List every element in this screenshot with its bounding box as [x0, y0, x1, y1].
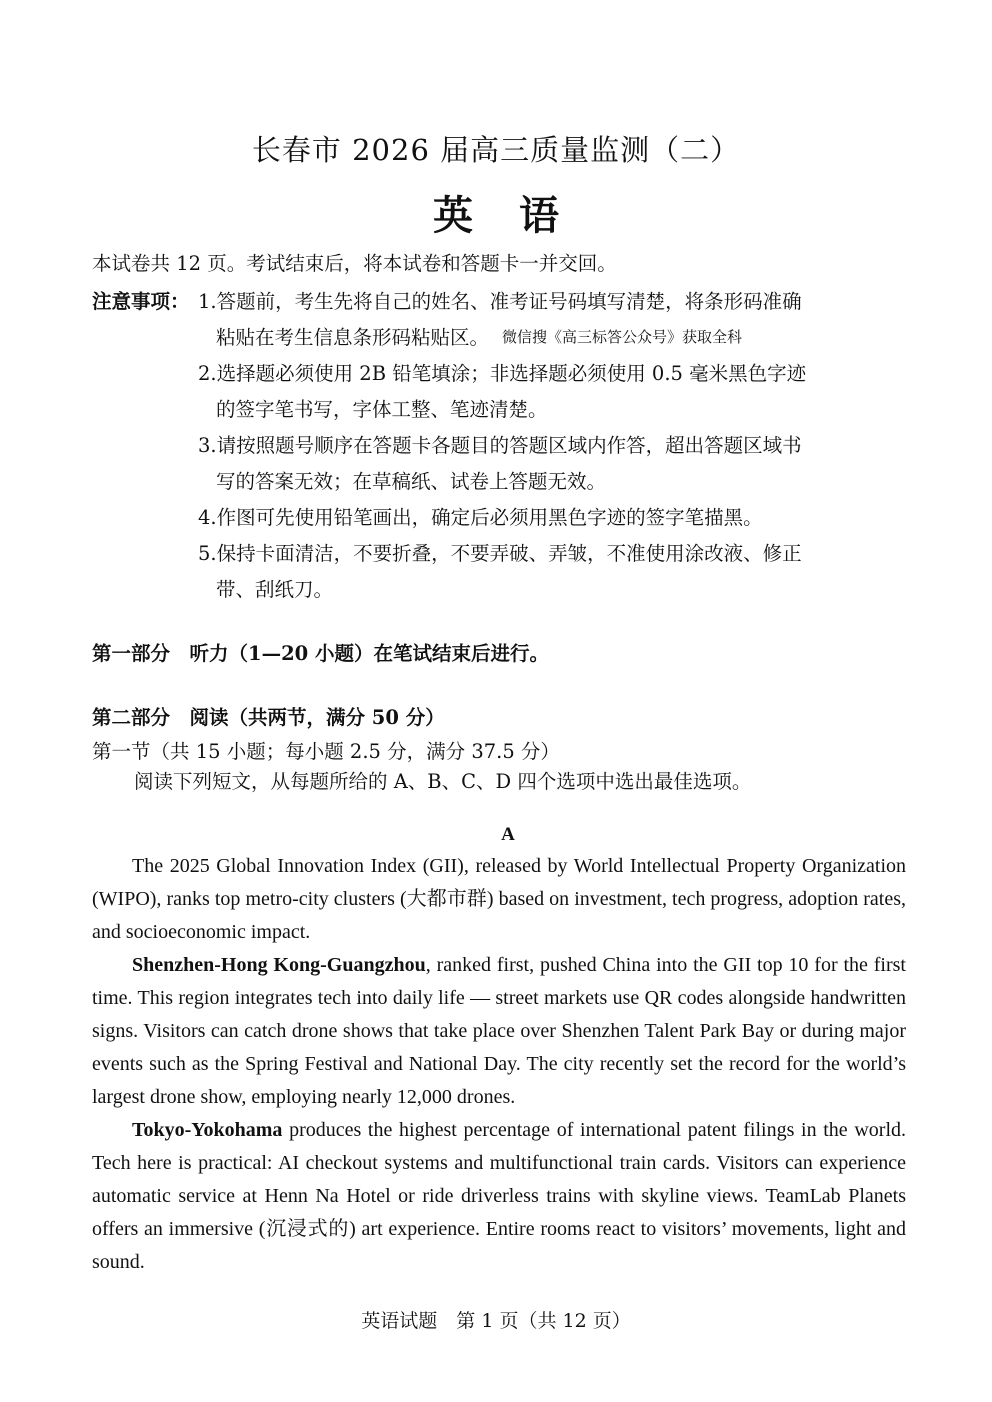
part-one-heading: 第一部分 听力（1—20 小题）在笔试结束后进行。 [92, 642, 549, 665]
reading-instruction: 阅读下列短文，从每题所给的 A、B、C、D 四个选项中选出最佳选项。 [134, 770, 752, 793]
exam-intro: 本试卷共 12 页。考试结束后，将本试卷和答题卡一并交回。 [92, 252, 617, 275]
passage-paragraph-2 [92, 949, 906, 1114]
watermark-note: 微信搜《高三标答公众号》获取全科 [502, 328, 743, 346]
page-footer: 英语试题 第 1 页（共 12 页） [361, 1310, 631, 1332]
paragraph-1-text: The 2025 Global Innovation Index (GII), released by World Intellectual Property Organization (WIPO), ranks top metro-city clusters (大都市群) based on investment, tech progress, adoption rates, and socioeconomic impact. [92, 855, 906, 943]
notes-label: 注意事项： [92, 290, 190, 313]
paragraph-2-lead: Shenzhen-Hong Kong-Guangzhou [132, 954, 426, 976]
part-two-heading: 第二部分 阅读（共两节，满分 50 分） [92, 706, 445, 729]
note-item-2-line-1: 2.选择题必须使用 2B 铅笔填涂；非选择题必须使用 0.5 毫米黑色字迹 [198, 362, 807, 385]
section-one-heading: 第一节（共 15 小题；每小题 2.5 分，满分 37.5 分） [92, 740, 560, 763]
note-item-3-line-2: 写的答案无效；在草稿纸、试卷上答题无效。 [216, 470, 607, 493]
passage-paragraph-1 [92, 850, 906, 949]
note-item-2-line-2: 的签字笔书写，字体工整、笔迹清楚。 [216, 398, 548, 421]
exam-subject: 英语 [433, 192, 605, 239]
paragraph-2-text: , ranked first, pushed China into the GII top 10 for the first time. This region integrates tech into daily life — street markets use QR codes alongside handwritten signs. Visitors can catch drone shows that take place over Shenzhen Talent Park Bay or during major events such as the Spring Festival and National Day. The city recently set the record for the world’s largest drone show, employing nearly 12,000 drones. [92, 954, 906, 1108]
note-item-1-line-1: 1.答题前，考生先将自己的姓名、准考证号码填写清楚，将条形码准确 [198, 290, 802, 313]
note-item-5-line-1: 5.保持卡面清洁，不要折叠，不要弄破、弄皱，不准使用涂改液、修正 [198, 542, 802, 565]
note-item-3-line-1: 3.请按照题号顺序在答题卡各题目的答题区域内作答，超出答题区域书 [198, 434, 802, 457]
note-item-4: 4.作图可先使用铅笔画出，确定后必须用黑色字迹的签字笔描黑。 [198, 506, 763, 529]
passage-paragraph-3 [92, 1114, 906, 1279]
note-item-5-line-2: 带、刮纸刀。 [216, 578, 334, 601]
note-item-1-line-2: 粘贴在考生信息条形码粘贴区。 [216, 326, 490, 349]
exam-title: 长春市 2026 届高三质量监测（二） [251, 133, 741, 167]
passage-letter: A [501, 824, 515, 845]
paragraph-3-lead: Tokyo-Yokohama [132, 1119, 283, 1141]
paragraph-3-text: produces the highest percentage of international patent filings in the world. Tech here is practical: AI checkout systems and multifunctional train cards. Visitors can experience automatic service at Henn Na Hotel or ride driverless trains with skyline views. TeamLab Planets offers an immersive (沉浸式的) art experience. Entire rooms react to visitors’ movements, light and sound. [92, 1119, 906, 1273]
